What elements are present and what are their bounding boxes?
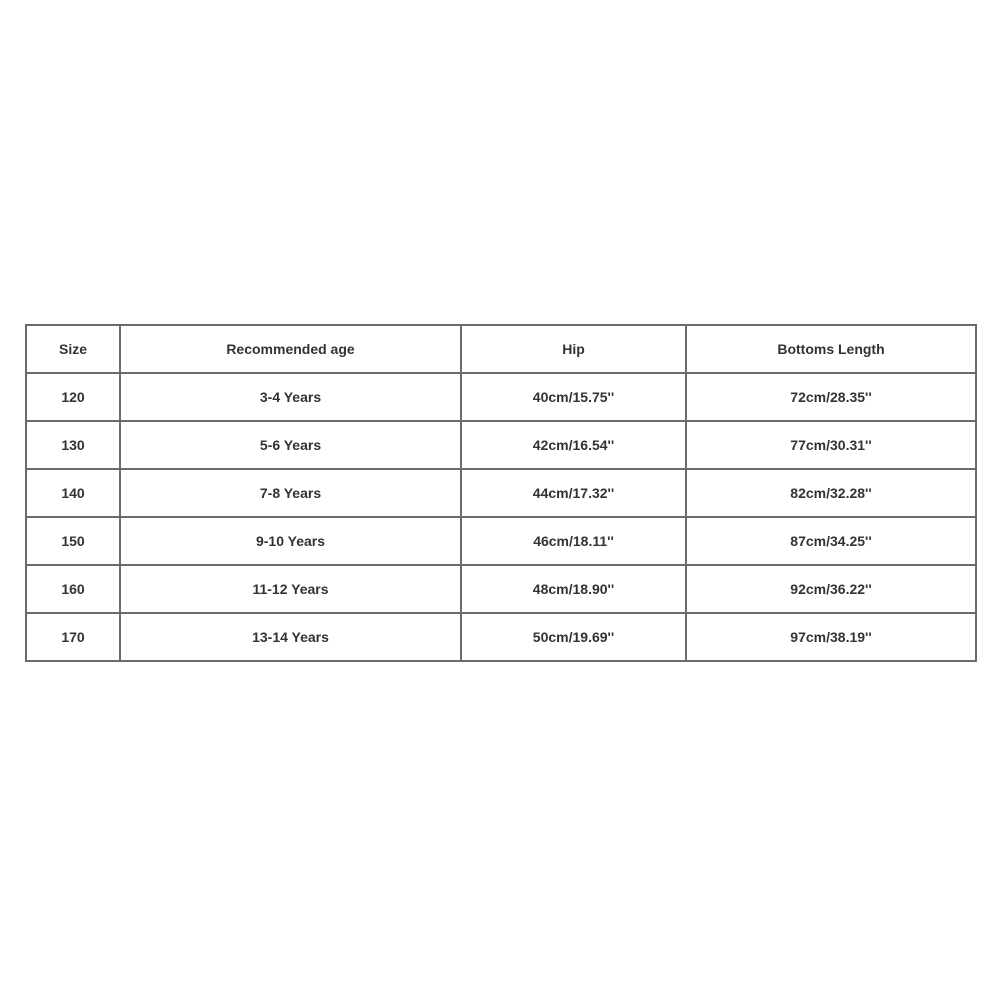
cell-size: 170 (26, 613, 120, 661)
size-chart-table (25, 324, 977, 662)
table-header-row (26, 325, 976, 373)
cell-hip: 42cm/16.54'' (461, 421, 686, 469)
cell-size: 130 (26, 421, 120, 469)
cell-recommended-age: 5-6 Years (120, 421, 461, 469)
table-row (26, 373, 976, 421)
cell-bottoms-length: 82cm/32.28'' (686, 469, 976, 517)
cell-hip: 50cm/19.69'' (461, 613, 686, 661)
table-row (26, 469, 976, 517)
cell-size: 160 (26, 565, 120, 613)
cell-recommended-age: 3-4 Years (120, 373, 461, 421)
cell-bottoms-length: 97cm/38.19'' (686, 613, 976, 661)
cell-hip: 48cm/18.90'' (461, 565, 686, 613)
table-row (26, 517, 976, 565)
cell-hip: 44cm/17.32'' (461, 469, 686, 517)
cell-recommended-age: 11-12 Years (120, 565, 461, 613)
cell-size: 140 (26, 469, 120, 517)
header-size: Size (26, 325, 120, 373)
header-bottoms-length: Bottoms Length (686, 325, 976, 373)
header-recommended-age: Recommended age (120, 325, 461, 373)
cell-recommended-age: 13-14 Years (120, 613, 461, 661)
cell-hip: 40cm/15.75'' (461, 373, 686, 421)
cell-bottoms-length: 72cm/28.35'' (686, 373, 976, 421)
cell-size: 120 (26, 373, 120, 421)
cell-bottoms-length: 92cm/36.22'' (686, 565, 976, 613)
cell-recommended-age: 9-10 Years (120, 517, 461, 565)
cell-recommended-age: 7-8 Years (120, 469, 461, 517)
cell-hip: 46cm/18.11'' (461, 517, 686, 565)
header-hip: Hip (461, 325, 686, 373)
cell-bottoms-length: 77cm/30.31'' (686, 421, 976, 469)
cell-bottoms-length: 87cm/34.25'' (686, 517, 976, 565)
cell-size: 150 (26, 517, 120, 565)
table-row (26, 421, 976, 469)
table-row (26, 565, 976, 613)
table-row (26, 613, 976, 661)
